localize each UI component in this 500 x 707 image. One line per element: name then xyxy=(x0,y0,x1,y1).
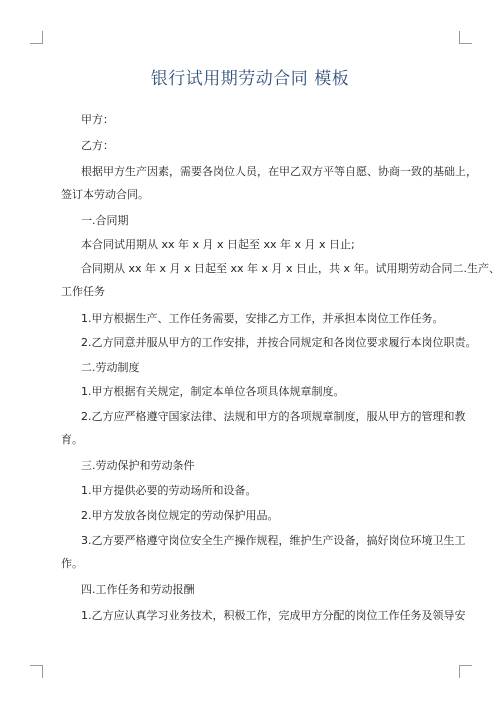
paragraph-line: 一.合同期 xyxy=(81,214,129,227)
paragraph-line: 乙方： xyxy=(81,139,114,152)
paragraph-line: 根据甲方生产因素，需要各岗位人员，在甲乙双方平等自愿、协商一致的基础上， xyxy=(81,165,477,178)
paragraph-line: 甲方： xyxy=(81,113,114,126)
crop-mark-bottom-left xyxy=(30,665,43,678)
paragraph-line: 本合同试用期从 xx 年 x 月 x 日起至 xx 年 x 月 x 日止; xyxy=(81,238,355,251)
paragraph-line: 2.甲方发放各岗位规定的劳动保护用品。 xyxy=(81,509,279,522)
paragraph-line: 二.劳动制度 xyxy=(81,361,140,374)
paragraph-line: 合同期从 xx 年 x 月 x 日起至 xx 年 x 月 x 日止，共 x 年。试用期劳动合同二.生产、 xyxy=(81,262,500,275)
document-title: 银行试用期劳动合同 模板 xyxy=(150,69,350,89)
crop-mark-top-left xyxy=(30,31,43,44)
paragraph-line: 3.乙方要严格遵守岗位安全生产操作规程，维护生产设备，搞好岗位环境卫生工 xyxy=(81,534,466,547)
crop-mark-bottom-right xyxy=(459,665,472,678)
paragraph-line: 签订本劳动合同。 xyxy=(61,188,149,201)
paragraph-line: 2.乙方应严格遵守国家法律、法规和甲方的各项规章制度，服从甲方的管理和教 xyxy=(81,410,466,423)
paragraph-line: 1.甲方提供必要的劳动场所和设备。 xyxy=(81,484,257,497)
paragraph-line: 1.乙方应认真学习业务技术，积极工作，完成甲方分配的岗位工作任务及领导安 xyxy=(81,609,466,622)
paragraph-line: 四.工作任务和劳动报酬 xyxy=(81,583,195,596)
paragraph-line: 工作任务 xyxy=(61,285,105,298)
paragraph-line: 2.乙方同意并服从甲方的工作安排，并按合同规定和各岗位要求履行本岗位职责。 xyxy=(81,336,477,349)
paragraph-line: 育。 xyxy=(61,433,83,446)
paragraph-line: 三.劳动保护和劳动条件 xyxy=(81,459,195,472)
crop-mark-top-right xyxy=(459,31,472,44)
paragraph-line: 1.甲方根据有关规定，制定本单位各项具体规章制度。 xyxy=(81,385,345,398)
paragraph-line: 1.甲方根据生产、工作任务需要，安排乙方工作，并承担本岗位工作任务。 xyxy=(81,312,444,325)
paragraph-line: 作。 xyxy=(61,557,83,570)
